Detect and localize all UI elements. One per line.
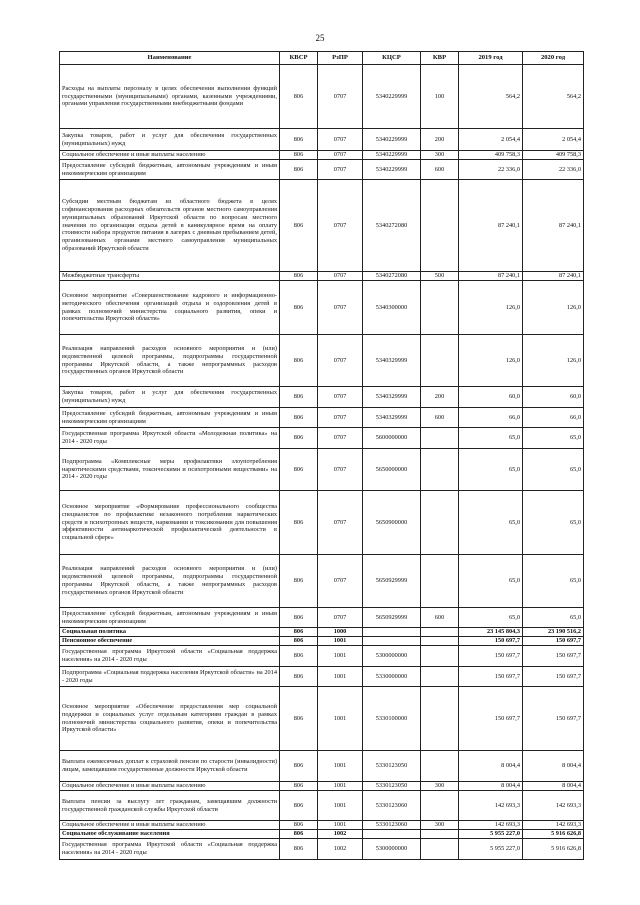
row-kcsr: 5340272080 (363, 272, 421, 281)
row-rzpr: 1000 (318, 628, 363, 637)
table-row (60, 667, 584, 687)
table-row (60, 751, 584, 782)
header-kvr: КВР (421, 52, 459, 65)
table-row (60, 272, 584, 281)
row-name: Выплата ежемесячных доплат к страховой пенсии по старости (инвалидности) лицам, замещавшим государственные должности Иркутской области (60, 751, 280, 782)
row-kcsr: 5340229999 (363, 65, 421, 129)
row-rzpr: 0707 (318, 65, 363, 129)
row-value-2020: 23 190 516,2 (523, 628, 584, 637)
row-value-2020: 65,0 (523, 428, 584, 449)
row-kcsr: 5340329999 (363, 408, 421, 428)
row-value-2020: 87 240,1 (523, 272, 584, 281)
row-value-2020: 2 054,4 (523, 129, 584, 151)
row-kvr: 300 (421, 821, 459, 830)
row-kcsr: 5330123060 (363, 821, 421, 830)
row-kvsr: 806 (280, 428, 318, 449)
row-rzpr: 0707 (318, 491, 363, 555)
row-kcsr (363, 637, 421, 646)
row-kvr: 600 (421, 408, 459, 428)
page-number: 25 (315, 33, 325, 43)
row-kcsr: 5330100000 (363, 687, 421, 751)
row-name: Предоставление субсидий бюджетным, автономным учреждениям и иным некоммерческим организациям (60, 608, 280, 628)
table-row (60, 180, 584, 272)
row-value-2020: 5 916 626,8 (523, 839, 584, 860)
row-rzpr: 1002 (318, 830, 363, 839)
row-name: Подпрограмма «Комплексные меры профилактики злоупотребления наркотическими средствами, токсическими и психотропными веществами» на 2014 - 2020 годы (60, 449, 280, 491)
row-value-2019: 65,0 (459, 449, 523, 491)
row-kcsr: 5340300000 (363, 281, 421, 335)
row-name: Социальное обслуживание населения (60, 830, 280, 839)
row-value-2019: 126,0 (459, 335, 523, 387)
table-row (60, 637, 584, 646)
row-name: Закупка товаров, работ и услуг для обеспечения государственных (муниципальных) нужд (60, 387, 280, 408)
row-value-2020: 150 697,7 (523, 646, 584, 667)
row-name: Реализация направлений расходов основного мероприятия и (или) ведомственной целевой программы, подпрограммы государственной программы Иркутской области, а также непрограммных расходов государственных органов Иркутской области (60, 335, 280, 387)
row-rzpr: 1001 (318, 667, 363, 687)
row-value-2019: 150 697,7 (459, 667, 523, 687)
row-kcsr: 5650900000 (363, 491, 421, 555)
row-value-2019: 65,0 (459, 491, 523, 555)
row-value-2020: 87 240,1 (523, 180, 584, 272)
row-value-2019: 409 758,3 (459, 151, 523, 160)
row-value-2019: 2 054,4 (459, 129, 523, 151)
row-kvr: 300 (421, 151, 459, 160)
row-kvr: 600 (421, 608, 459, 628)
row-kvsr: 806 (280, 637, 318, 646)
row-name: Социальное обеспечение и иные выплаты населению (60, 821, 280, 830)
row-rzpr: 0707 (318, 408, 363, 428)
row-kvr (421, 491, 459, 555)
row-kvr (421, 646, 459, 667)
row-kvr (421, 335, 459, 387)
row-value-2019: 564,2 (459, 65, 523, 129)
table-row (60, 160, 584, 180)
table-row (60, 428, 584, 449)
row-rzpr: 0707 (318, 151, 363, 160)
row-kcsr: 5340229999 (363, 160, 421, 180)
row-rzpr: 1001 (318, 782, 363, 791)
table-header-row (60, 52, 584, 65)
row-value-2020: 150 697,7 (523, 667, 584, 687)
row-value-2020: 65,0 (523, 491, 584, 555)
row-kvsr: 806 (280, 491, 318, 555)
row-kvsr: 806 (280, 129, 318, 151)
row-value-2019: 22 336,0 (459, 160, 523, 180)
row-kvsr: 806 (280, 387, 318, 408)
row-kvsr: 806 (280, 408, 318, 428)
row-kvsr: 806 (280, 335, 318, 387)
row-name: Государственная программа Иркутской области «Молодежная политика» на 2014 - 2020 годы (60, 428, 280, 449)
table-row (60, 608, 584, 628)
row-kvsr: 806 (280, 281, 318, 335)
table-row (60, 555, 584, 608)
row-name: Социальное обеспечение и иные выплаты населению (60, 151, 280, 160)
table-row (60, 791, 584, 821)
row-name: Закупка товаров, работ и услуг для обеспечения государственных (муниципальных) нужд (60, 129, 280, 151)
row-kvr (421, 449, 459, 491)
row-value-2020: 564,2 (523, 65, 584, 129)
row-rzpr: 0707 (318, 281, 363, 335)
row-name: Социальная политика (60, 628, 280, 637)
row-kcsr: 5340229999 (363, 129, 421, 151)
row-value-2019: 150 697,7 (459, 637, 523, 646)
row-value-2019: 142 693,3 (459, 821, 523, 830)
row-kcsr: 5330123050 (363, 782, 421, 791)
row-kvsr: 806 (280, 628, 318, 637)
row-value-2019: 150 697,7 (459, 646, 523, 667)
row-value-2019: 87 240,1 (459, 272, 523, 281)
row-kcsr: 5650000000 (363, 449, 421, 491)
row-value-2019: 23 145 804,3 (459, 628, 523, 637)
table-row (60, 65, 584, 129)
row-rzpr: 0707 (318, 180, 363, 272)
row-value-2020: 65,0 (523, 449, 584, 491)
row-kvsr: 806 (280, 449, 318, 491)
table-row (60, 408, 584, 428)
row-kcsr: 5340272080 (363, 180, 421, 272)
table-row (60, 646, 584, 667)
row-rzpr: 0707 (318, 449, 363, 491)
row-name: Межбюджетные трансферты (60, 272, 280, 281)
header-kcsr: КЦСР (363, 52, 421, 65)
budget-table (59, 51, 584, 860)
row-kvsr: 806 (280, 830, 318, 839)
row-kvr: 300 (421, 782, 459, 791)
table-row (60, 839, 584, 860)
row-value-2020: 65,0 (523, 608, 584, 628)
row-rzpr: 0707 (318, 129, 363, 151)
row-value-2020: 66,0 (523, 408, 584, 428)
row-kvr: 200 (421, 129, 459, 151)
row-name: Предоставление субсидий бюджетным, автономным учреждениям и иным некоммерческим организациям (60, 160, 280, 180)
row-value-2019: 5 955 227,0 (459, 839, 523, 860)
row-kvsr: 806 (280, 65, 318, 129)
row-rzpr: 1002 (318, 839, 363, 860)
row-kvr (421, 555, 459, 608)
row-name: Предоставление субсидий бюджетным, автономным учреждениям и иным некоммерческим организациям (60, 408, 280, 428)
row-value-2019: 66,0 (459, 408, 523, 428)
row-name: Государственная программа Иркутской области «Социальная поддержка населения» на 2014 - 2020 годы (60, 839, 280, 860)
row-rzpr: 0707 (318, 555, 363, 608)
row-kvsr: 806 (280, 791, 318, 821)
row-kcsr: 5330123050 (363, 751, 421, 782)
header-kvsr: КВСР (280, 52, 318, 65)
row-kvsr: 806 (280, 151, 318, 160)
row-rzpr: 1001 (318, 646, 363, 667)
row-rzpr: 0707 (318, 608, 363, 628)
row-value-2020: 150 697,7 (523, 687, 584, 751)
row-value-2019: 126,0 (459, 281, 523, 335)
row-name: Подпрограмма «Социальная поддержка населения Иркутской области» на 2014 - 2020 годы (60, 667, 280, 687)
row-kvsr: 806 (280, 608, 318, 628)
row-kvr (421, 428, 459, 449)
row-rzpr: 0707 (318, 428, 363, 449)
row-name: Пенсионное обеспечение (60, 637, 280, 646)
row-kvsr: 806 (280, 687, 318, 751)
row-name: Субсидии местным бюджетам из областного бюджета в целях софинансирования расходных обязательств органов местного самоуправления муниципальных образований Иркутской области по вопросам местного значения по организации отдыха детей в каникулярное время на оплату стоимости набора продуктов питания в лагерях с дневным пребыванием детей, организованных органами местного самоуправления муниципальных образований Иркутской области (60, 180, 280, 272)
row-kvsr: 806 (280, 180, 318, 272)
row-kcsr: 5650929999 (363, 555, 421, 608)
table-row (60, 387, 584, 408)
row-kvr (421, 628, 459, 637)
row-value-2020: 22 336,0 (523, 160, 584, 180)
row-value-2020: 142 693,3 (523, 821, 584, 830)
row-kvr (421, 839, 459, 860)
row-kcsr (363, 830, 421, 839)
row-value-2019: 150 697,7 (459, 687, 523, 751)
row-value-2019: 65,0 (459, 555, 523, 608)
row-value-2020: 126,0 (523, 335, 584, 387)
row-kcsr: 5340329999 (363, 335, 421, 387)
table-row (60, 335, 584, 387)
table-row (60, 151, 584, 160)
row-kvsr: 806 (280, 667, 318, 687)
row-value-2019: 8 004,4 (459, 782, 523, 791)
row-kcsr: 5600000000 (363, 428, 421, 449)
table-row (60, 821, 584, 830)
row-name: Реализация направлений расходов основного мероприятия и (или) ведомственной целевой программы, подпрограммы государственной программы Иркутской области, а также непрограммных расходов государственных органов Иркутской области (60, 555, 280, 608)
row-kvr (421, 791, 459, 821)
row-rzpr: 0707 (318, 387, 363, 408)
row-kcsr: 5340229999 (363, 151, 421, 160)
row-value-2020: 142 693,3 (523, 791, 584, 821)
table-row (60, 449, 584, 491)
row-kvr (421, 281, 459, 335)
row-rzpr: 1001 (318, 637, 363, 646)
row-kvr: 600 (421, 160, 459, 180)
row-kvsr: 806 (280, 839, 318, 860)
row-kvr: 500 (421, 272, 459, 281)
row-kvr (421, 687, 459, 751)
row-kvr (421, 637, 459, 646)
row-name: Основное мероприятие «Формирование профессионального сообщества специалистов по профилактике незаконного потребления наркотических средств и психотропных веществ, наркомании и токсикомании для повышения эффективности антинаркотической профилактической деятельности в социальной сфере» (60, 491, 280, 555)
row-value-2020: 65,0 (523, 555, 584, 608)
row-value-2020: 8 004,4 (523, 751, 584, 782)
row-kvsr: 806 (280, 646, 318, 667)
row-kvr: 200 (421, 387, 459, 408)
table-row (60, 129, 584, 151)
header-name: Наименование (60, 52, 280, 65)
row-kvr: 100 (421, 65, 459, 129)
row-kvsr: 806 (280, 160, 318, 180)
header-rzpr: РзПР (318, 52, 363, 65)
row-value-2019: 5 955 227,0 (459, 830, 523, 839)
row-rzpr: 0707 (318, 272, 363, 281)
row-value-2020: 60,0 (523, 387, 584, 408)
row-name: Выплата пенсии за выслугу лет гражданам, замещавшим должности государственной гражданской службы Иркутской области (60, 791, 280, 821)
row-rzpr: 1001 (318, 687, 363, 751)
row-value-2020: 150 697,7 (523, 637, 584, 646)
table-row (60, 687, 584, 751)
row-value-2019: 8 004,4 (459, 751, 523, 782)
row-kcsr (363, 628, 421, 637)
row-name: Расходы на выплаты персоналу в целях обеспечения выполнения функций государственными (муниципальными) органами, казенными учреждениями, органами управления государственными внебюджетными фондами (60, 65, 280, 129)
row-kcsr: 5650929999 (363, 608, 421, 628)
row-kcsr: 5330123060 (363, 791, 421, 821)
row-rzpr: 1001 (318, 791, 363, 821)
row-value-2019: 65,0 (459, 608, 523, 628)
row-kcsr: 5340329999 (363, 387, 421, 408)
row-rzpr: 1001 (318, 751, 363, 782)
row-value-2020: 409 758,3 (523, 151, 584, 160)
row-value-2020: 5 916 626,8 (523, 830, 584, 839)
row-value-2019: 87 240,1 (459, 180, 523, 272)
row-value-2020: 8 004,4 (523, 782, 584, 791)
row-kvr (421, 751, 459, 782)
row-value-2019: 60,0 (459, 387, 523, 408)
row-kcsr: 5300000000 (363, 646, 421, 667)
row-kcsr: 5300000000 (363, 839, 421, 860)
row-kvsr: 806 (280, 782, 318, 791)
row-kvr (421, 830, 459, 839)
row-kvsr: 806 (280, 555, 318, 608)
row-name: Социальное обеспечение и иные выплаты населению (60, 782, 280, 791)
row-name: Государственная программа Иркутской области «Социальная поддержка населения» на 2014 - 2020 годы (60, 646, 280, 667)
header-2019: 2019 год (459, 52, 523, 65)
table-row (60, 628, 584, 637)
row-kvsr: 806 (280, 751, 318, 782)
row-kvsr: 806 (280, 821, 318, 830)
table-row (60, 830, 584, 839)
table-row (60, 782, 584, 791)
table-row (60, 491, 584, 555)
row-kcsr: 5330000000 (363, 667, 421, 687)
row-value-2019: 65,0 (459, 428, 523, 449)
row-name: Основное мероприятие «Совершенствование кадрового и информационно-методического обеспечения организаций отдыха и оздоровления детей в рамках полномочий министерства социального развития, опеки и попечительства Иркутской области» (60, 281, 280, 335)
row-name: Основное мероприятие «Обеспечение предоставления мер социальной поддержки и социальных услуг отдельным категориям граждан в рамках полномочий министерства социального развития, опеки и попечительства Иркутской области» (60, 687, 280, 751)
row-kvsr: 806 (280, 272, 318, 281)
row-rzpr: 0707 (318, 335, 363, 387)
row-kvr (421, 180, 459, 272)
header-2020: 2020 год (523, 52, 584, 65)
row-rzpr: 1001 (318, 821, 363, 830)
row-kvr (421, 667, 459, 687)
table-row (60, 281, 584, 335)
row-value-2020: 126,0 (523, 281, 584, 335)
row-rzpr: 0707 (318, 160, 363, 180)
row-value-2019: 142 693,3 (459, 791, 523, 821)
